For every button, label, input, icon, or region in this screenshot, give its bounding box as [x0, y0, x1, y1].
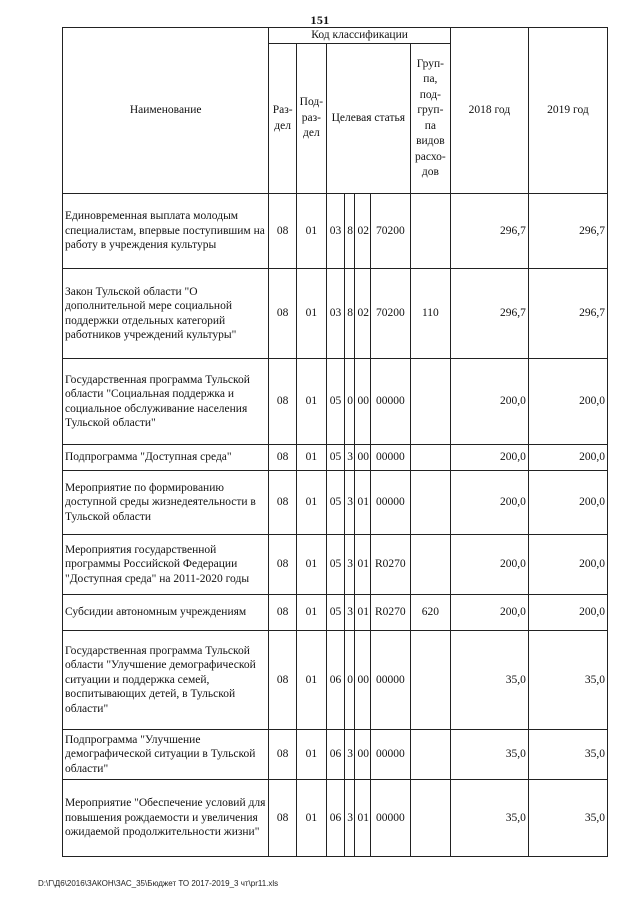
header-target-item: Целевая статья: [326, 44, 410, 194]
amount-2018: 296,7: [450, 194, 528, 269]
target-subprogram-code: 0: [345, 631, 355, 730]
section-code: 08: [269, 535, 297, 595]
target-program-code: 05: [326, 445, 344, 471]
table-row: [63, 535, 608, 595]
amount-2019: 200,0: [528, 595, 607, 631]
header-name: Наименование: [63, 28, 269, 194]
target-direction-code: 00000: [370, 631, 410, 730]
target-direction-code: 00000: [370, 780, 410, 857]
row-name: Мероприятие "Обеспечение условий для повышения рождаемости и увеличения ожидаемой продолжительности жизни": [63, 780, 269, 857]
amount-2019: 200,0: [528, 445, 607, 471]
table-row: [63, 631, 608, 730]
amount-2019: 35,0: [528, 631, 607, 730]
row-name: Подпрограмма "Доступная среда": [63, 445, 269, 471]
target-subprogram-code: 0: [345, 359, 355, 445]
target-event-code: 02: [355, 194, 370, 269]
table-row: [63, 595, 608, 631]
section-code: 08: [269, 631, 297, 730]
target-direction-code: 70200: [370, 269, 410, 359]
table-row: [63, 445, 608, 471]
row-name: Закон Тульской области "О дополнительной мере социальной поддержки отдельных категорий работников учреждений культуры": [63, 269, 269, 359]
target-event-code: 01: [355, 780, 370, 857]
table-row: [63, 471, 608, 535]
target-direction-code: R0270: [370, 595, 410, 631]
header-expense-group: Груп- па, под- груп- па видов расхо- дов: [410, 44, 450, 194]
target-subprogram-code: 3: [345, 471, 355, 535]
section-code: 08: [269, 595, 297, 631]
target-direction-code: 00000: [370, 471, 410, 535]
header-classification-code: Код классификации: [269, 28, 451, 44]
table-row: [63, 359, 608, 445]
target-program-code: 05: [326, 595, 344, 631]
table-row: [63, 269, 608, 359]
subsection-code: 01: [296, 780, 326, 857]
amount-2019: 296,7: [528, 194, 607, 269]
header-year-2018: 2018 год: [450, 28, 528, 194]
target-program-code: 06: [326, 730, 344, 780]
amount-2019: 296,7: [528, 269, 607, 359]
section-code: 08: [269, 445, 297, 471]
row-name: Мероприятия государственной программы Российской Федерации "Доступная среда" на 2011-2020 годы: [63, 535, 269, 595]
target-program-code: 06: [326, 631, 344, 730]
subsection-code: 01: [296, 269, 326, 359]
target-subprogram-code: 3: [345, 730, 355, 780]
section-code: 08: [269, 780, 297, 857]
section-code: 08: [269, 269, 297, 359]
subsection-code: 01: [296, 359, 326, 445]
target-direction-code: 00000: [370, 445, 410, 471]
amount-2018: 200,0: [450, 595, 528, 631]
target-event-code: 00: [355, 445, 370, 471]
table-body: [63, 194, 608, 857]
amount-2018: 200,0: [450, 445, 528, 471]
target-program-code: 03: [326, 269, 344, 359]
section-code: 08: [269, 471, 297, 535]
amount-2018: 200,0: [450, 535, 528, 595]
amount-2018: 296,7: [450, 269, 528, 359]
target-subprogram-code: 3: [345, 535, 355, 595]
target-subprogram-code: 8: [345, 194, 355, 269]
target-program-code: 03: [326, 194, 344, 269]
expense-group-code: 620: [410, 595, 450, 631]
target-event-code: 02: [355, 269, 370, 359]
row-name: Субсидии автономным учреждениям: [63, 595, 269, 631]
expense-group-code: [410, 194, 450, 269]
target-event-code: 00: [355, 730, 370, 780]
table-row: [63, 194, 608, 269]
amount-2019: 200,0: [528, 535, 607, 595]
table-row: [63, 730, 608, 780]
amount-2019: 200,0: [528, 359, 607, 445]
amount-2018: 200,0: [450, 359, 528, 445]
footer-file-path: D:\Г\Д6\2016\ЗАКОН\ЗАС_35\Бюджет ТО 2017-2019_3 чт\pr11.xls: [38, 879, 279, 888]
target-subprogram-code: 3: [345, 445, 355, 471]
amount-2018: 35,0: [450, 780, 528, 857]
amount-2019: 35,0: [528, 730, 607, 780]
row-name: Государственная программа Тульской области "Социальная поддержка и социальное обслуживание населения Тульской области": [63, 359, 269, 445]
expense-group-code: [410, 631, 450, 730]
target-event-code: 00: [355, 631, 370, 730]
subsection-code: 01: [296, 595, 326, 631]
target-subprogram-code: 3: [345, 780, 355, 857]
row-name: Единовременная выплата молодым специалистам, впервые поступившим на работу в учреждения культуры: [63, 194, 269, 269]
target-program-code: 05: [326, 471, 344, 535]
row-name: Подпрограмма "Улучшение демографической ситуации в Тульской области": [63, 730, 269, 780]
page-number: 151: [310, 13, 330, 27]
target-subprogram-code: 3: [345, 595, 355, 631]
subsection-code: 01: [296, 194, 326, 269]
row-name: Государственная программа Тульской области "Улучшение демографической ситуации и поддержка семей, воспитывающих детей, в Тульской области": [63, 631, 269, 730]
amount-2018: 35,0: [450, 631, 528, 730]
expense-group-code: [410, 535, 450, 595]
subsection-code: 01: [296, 471, 326, 535]
target-event-code: 00: [355, 359, 370, 445]
section-code: 08: [269, 359, 297, 445]
subsection-code: 01: [296, 631, 326, 730]
expense-group-code: [410, 780, 450, 857]
section-code: 08: [269, 194, 297, 269]
target-direction-code: 70200: [370, 194, 410, 269]
budget-table: [62, 27, 608, 857]
target-direction-code: R0270: [370, 535, 410, 595]
subsection-code: 01: [296, 535, 326, 595]
target-event-code: 01: [355, 535, 370, 595]
expense-group-code: [410, 445, 450, 471]
amount-2019: 200,0: [528, 471, 607, 535]
amount-2019: 35,0: [528, 780, 607, 857]
header-section: Раз- дел: [269, 44, 297, 194]
header-subsection: Под- раз- дел: [296, 44, 326, 194]
subsection-code: 01: [296, 445, 326, 471]
target-program-code: 05: [326, 535, 344, 595]
expense-group-code: [410, 359, 450, 445]
target-program-code: 06: [326, 780, 344, 857]
table-row: [63, 780, 608, 857]
amount-2018: 35,0: [450, 730, 528, 780]
target-event-code: 01: [355, 595, 370, 631]
target-subprogram-code: 8: [345, 269, 355, 359]
target-direction-code: 00000: [370, 359, 410, 445]
subsection-code: 01: [296, 730, 326, 780]
header-year-2019: 2019 год: [528, 28, 607, 194]
expense-group-code: [410, 471, 450, 535]
section-code: 08: [269, 730, 297, 780]
amount-2018: 200,0: [450, 471, 528, 535]
target-program-code: 05: [326, 359, 344, 445]
row-name: Мероприятие по формированию доступной среды жизнедеятельности в Тульской области: [63, 471, 269, 535]
target-direction-code: 00000: [370, 730, 410, 780]
target-event-code: 01: [355, 471, 370, 535]
expense-group-code: 110: [410, 269, 450, 359]
expense-group-code: [410, 730, 450, 780]
